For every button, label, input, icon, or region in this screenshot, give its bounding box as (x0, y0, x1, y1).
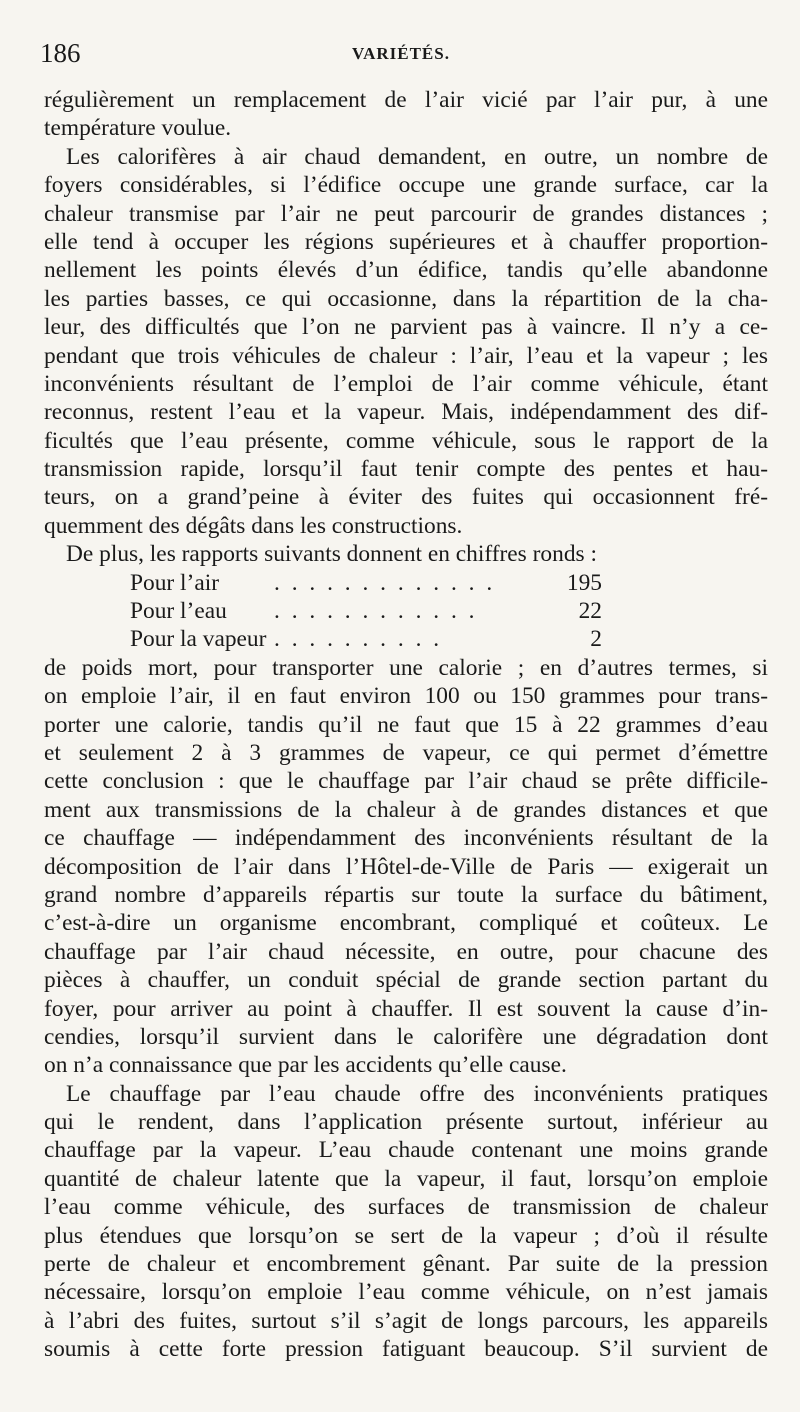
text-line: c’est-à-dire un organisme encombrant, compliqué et coûteux. Le (44, 910, 768, 937)
text-line: plus étendues que lorsqu’on se sert de la vapeur ; d’où il résulte (44, 1222, 768, 1249)
ratio-label: Pour la vapeur (130, 626, 267, 653)
text-line: pendant que trois véhicules de chaleur : l’air, l’eau et la vapeur ; les (44, 342, 768, 369)
ratio-label: Pour l’eau (130, 598, 227, 625)
text-line: soumis à cette forte pression fatiguant beaucoup. S’il survient de (44, 1336, 768, 1363)
page-number: 186 (40, 38, 81, 68)
text-line: perte de chaleur et encombrement gênant. Par suite de la pression (44, 1251, 768, 1278)
text-line: cette conclusion : que le chauffage par l’air chaud se prête difficile- (44, 768, 768, 795)
text-line: chaleur transmise par l’air ne peut parcourir de grandes distances ; (44, 200, 768, 227)
text-line: inconvénients résultant de l’emploi de l’air comme véhicule, étant (44, 370, 768, 397)
text-line: foyer, pour arriver au point à chauffer. Il est souvent la cause d’in- (44, 995, 768, 1022)
text-line: pièces à chauffer, un conduit spécial de grande section partant du (44, 967, 768, 994)
text-line: décomposition de l’air dans l’Hôtel-de-Ville de Paris — exigerait un (44, 853, 768, 880)
text-line: reconnus, restent l’eau et la vapeur. Mais, indépendamment des dif- (44, 399, 768, 426)
text-line: on n’a connaissance que par les accidents qu’elle cause. (44, 1052, 567, 1079)
text-line: Le chauffage par l’eau chaude offre des inconvénients pratiques (66, 1080, 768, 1107)
text-line: qui le rendent, dans l’application présente surtout, inférieur au (44, 1109, 768, 1136)
text-line: les parties basses, ce qui occasionne, dans la répartition de la cha- (44, 285, 768, 312)
text-line: ce chauffage — indépendamment des inconvénients résultant de la (44, 825, 768, 852)
text-line: chauffage par la vapeur. L’eau chaude contenant une moins grande (44, 1137, 768, 1164)
ratio-row-air (44, 569, 768, 597)
ratio-row-vapeur (44, 625, 768, 653)
text-line: chauffage par l’air chaud nécessite, en outre, pour chacune des (44, 938, 768, 965)
text-line: Les calorifères à air chaud demandent, en outre, un nombre de (66, 143, 768, 170)
text-line: à l’abri des fuites, surtout s’il s’agit de longs parcours, les appareils (44, 1307, 768, 1334)
text-line: grand nombre d’appareils répartis sur toute la surface du bâtiment, (44, 881, 768, 908)
text-line: et seulement 2 à 3 grammes de vapeur, ce qui permet d’émettre (44, 739, 768, 766)
text-line: l’eau comme véhicule, des surfaces de transmission de chaleur (44, 1194, 768, 1221)
ratio-value: 2 (590, 626, 602, 653)
text-line: teurs, on a grand’peine à éviter des fuites qui occasionnent fré- (44, 484, 768, 511)
text-line: ficultés que l’eau présente, comme véhicule, sous le rapport de la (44, 427, 768, 454)
running-head: VARIÉTÉS. (352, 44, 450, 63)
ratio-dots: . . . . . . . . . . . . (274, 598, 478, 625)
text-line: De plus, les rapports suivants donnent en chiffres ronds : (66, 541, 597, 568)
text-line: quemment des dégâts dans les constructions. (44, 512, 463, 539)
text-line: foyers considérables, si l’édifice occupe une grande surface, car la (44, 172, 768, 199)
text-line: régulièrement un remplacement de l’air vicié par l’air pur, à une (44, 87, 768, 113)
text-line: ment aux transmissions de la chaleur à de grandes distances et que (44, 796, 768, 823)
text-line: transmission rapide, lorsqu’il faut tenir compte des pentes et hau- (44, 456, 768, 483)
text-line: nellement les points élevés d’un édifice, tandis qu’elle abandonne (44, 257, 768, 284)
ratio-label: Pour l’air (130, 569, 219, 596)
text-line: température voulue. (44, 115, 232, 142)
page-header (40, 38, 760, 74)
ratio-value: 195 (566, 569, 602, 596)
ratio-value: 22 (578, 598, 602, 625)
text-line: on emploie l’air, il en faut environ 100 ou 150 grammes pour trans- (44, 683, 768, 710)
ratio-dots: . . . . . . . . . . (274, 626, 443, 653)
body-text (44, 86, 768, 1364)
text-line: leur, des difficultés que l’on ne parvient pas à vaincre. Il n’y a ce- (44, 314, 768, 341)
text-line: cendies, lorsqu’il survient dans le calorifère une dégradation dont (44, 1023, 768, 1050)
text-line: nécessaire, lorsqu’on emploie l’eau comme véhicule, on n’est jamais (44, 1279, 768, 1306)
text-line: elle tend à occuper les régions supérieures et à chauffer proportion- (44, 228, 768, 255)
text-line: de poids mort, pour transporter une calorie ; en d’autres termes, si (44, 654, 768, 681)
ratio-dots: . . . . . . . . . . . . . (274, 569, 496, 596)
text-line: quantité de chaleur latente que la vapeur, il faut, lorsqu’on emploie (44, 1165, 768, 1192)
text-line: porter une calorie, tandis qu’il ne faut que 15 à 22 grammes d’eau (44, 711, 768, 738)
ratio-row-eau (44, 597, 768, 625)
